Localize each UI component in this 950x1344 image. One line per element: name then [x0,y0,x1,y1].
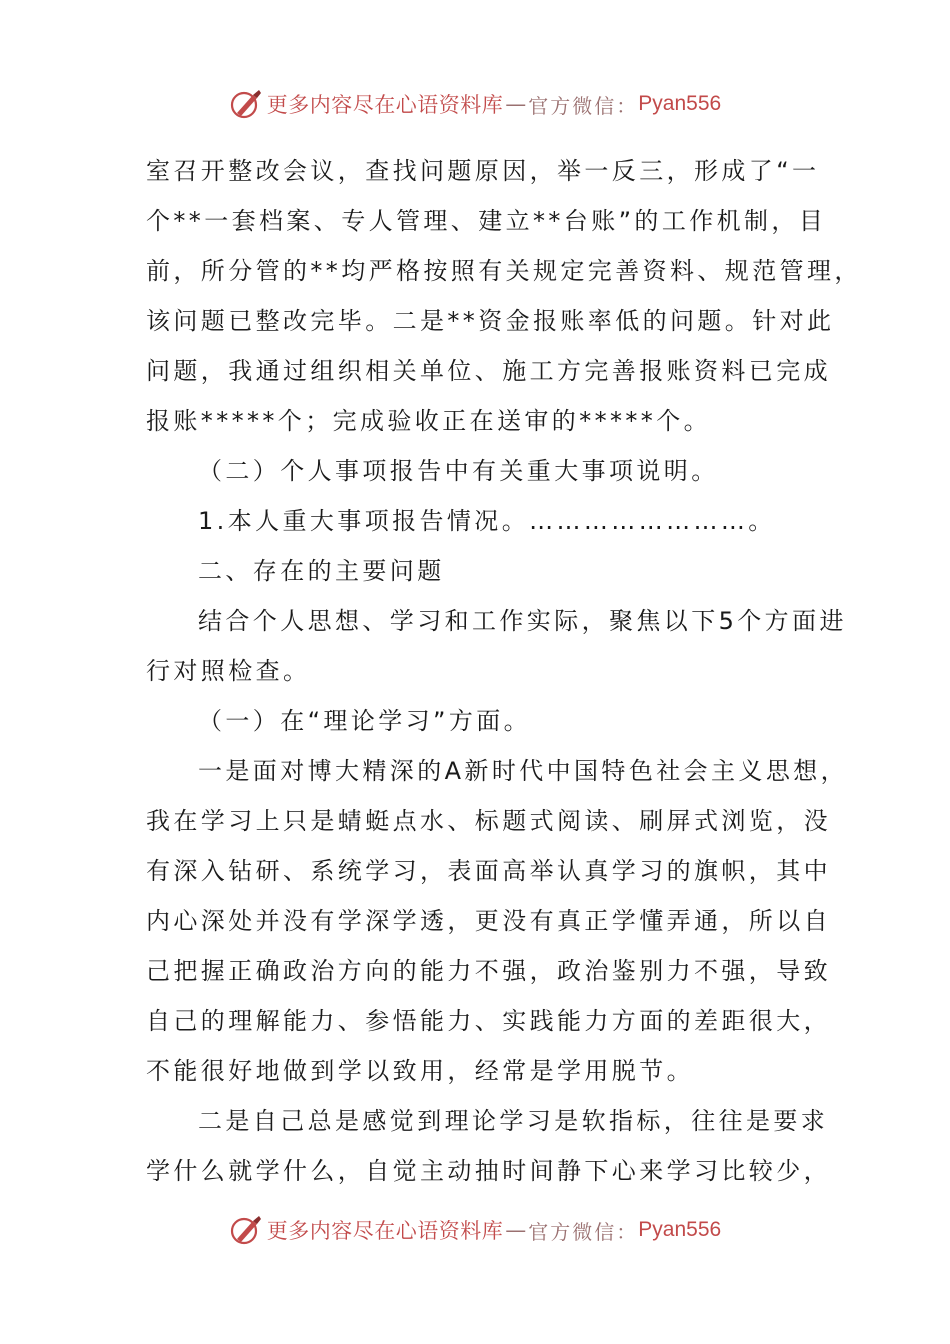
body-line: 个**一套档案、专人管理、建立**台账”的工作机制，目 [146,207,827,235]
body-line: 己把握正确政治方向的能力不强，政治鉴别力不强，导致 [146,957,831,985]
banner-dash: — [505,92,527,116]
body-line: 我在学习上只是蜻蜓点水、标题式阅读、刷屏式浏览，没 [146,807,831,835]
body-line: 有深入钻研、系统学习，表面高举认真学习的旗帜，其中 [146,857,831,885]
banner-wechat-label: 官方微信： [528,1219,639,1244]
body-line: 室召开整改会议，查找问题原因，举一反三，形成了“一 [146,157,820,185]
banner-brand-text: 更多内容尽在心语资料库 [266,93,504,117]
body-line: 行对照检查。 [146,657,311,685]
header-banner [0,82,950,126]
pen-circle-logo-icon [229,87,263,121]
body-line: 二是自己总是感觉到理论学习是软指标，往往是要求 [198,1107,829,1135]
body-line: 不能很好地做到学以致用，经常是学用脱节。 [146,1057,694,1085]
footer-banner [0,1208,950,1252]
body-line: 前，所分管的**均严格按照有关规定完善资料、规范管理， [146,257,862,285]
section-heading: 二、存在的主要问题 [198,557,445,585]
body-line: 该问题已整改完毕。二是**资金报账率低的问题。针对此 [146,307,835,335]
document-body [146,146,862,1196]
pen-circle-logo-icon [229,1213,263,1247]
body-line: 内心深处并没有学深学透，更没有真正学懂弄通，所以自 [146,907,831,935]
body-line: 学什么就学什么，自觉主动抽时间静下心来学习比较少， [146,1157,831,1185]
banner-brand-text: 更多内容尽在心语资料库 [266,1219,504,1243]
banner-dash: — [505,1218,527,1242]
body-line: 一是面对博大精深的A新时代中国特色社会主义思想， [198,757,849,785]
banner-wechat-label: 官方微信： [528,93,639,118]
banner-wechat-id: Pyan556 [638,1218,722,1241]
body-line: 报账*****个；完成验收正在送审的*****个。 [146,407,711,435]
body-line: 1.本人重大事项报告情况。……………………。 [198,507,776,535]
body-line: 结合个人思想、学习和工作实际，聚焦以下5个方面进 [198,607,847,635]
body-line: 自己的理解能力、参悟能力、实践能力方面的差距很大， [146,1007,831,1035]
body-line: 问题，我通过组织相关单位、施工方完善报账资料已完成 [146,357,831,385]
banner-wechat-id: Pyan556 [638,92,722,115]
subsection-heading: （一）在“理论学习”方面。 [198,707,532,735]
subsection-heading: （二）个人事项报告中有关重大事项说明。 [198,457,719,485]
